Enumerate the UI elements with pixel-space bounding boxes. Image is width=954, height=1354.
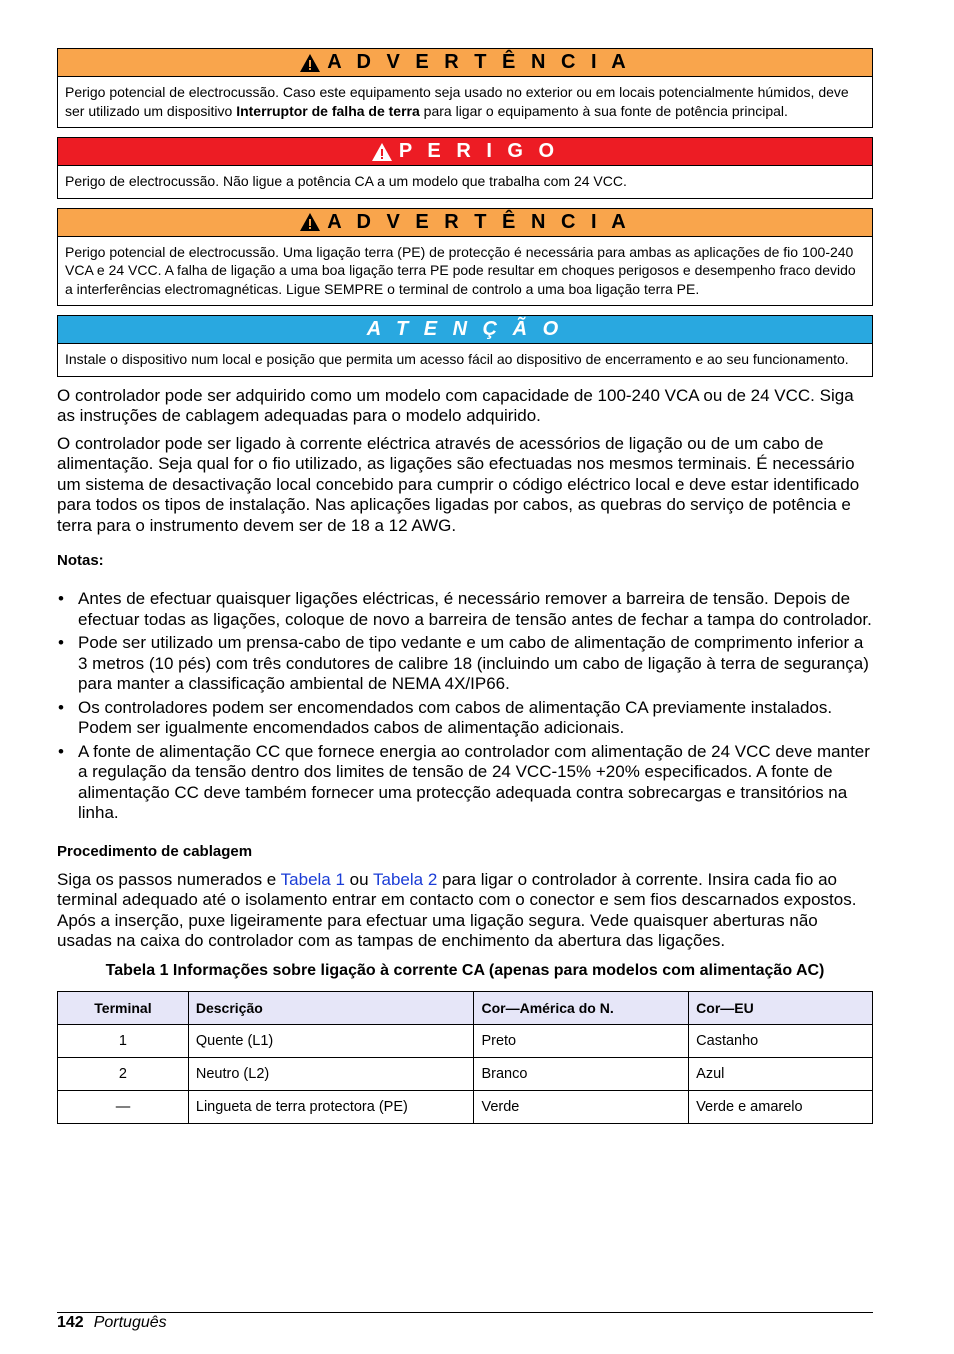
page-footer	[57, 1313, 167, 1333]
warning-triangle-icon	[371, 142, 393, 162]
notice-danger	[57, 137, 873, 199]
table-cell: Preto	[474, 1024, 689, 1057]
procedure-text-3: para ligar o controlador à corrente. Insira cada fio ao terminal adequado até o isolamento entrar em contacto com o conector e sem fios descarnados expostos. Após a inserção, puxe ligeiramente para efectuar uma ligação segura. Vede quaisquer aberturas não usadas na caixa do controlador com as tampas de enchimento da abertura das ligações.	[57, 869, 857, 950]
table-header-row	[58, 991, 873, 1024]
notice-text: para ligar o equipamento à sua fonte de potência principal.	[419, 102, 788, 119]
notice-body	[58, 166, 872, 198]
notice-body	[58, 344, 872, 376]
procedure-text-1: Siga os passos numerados e	[57, 869, 281, 889]
table-row	[58, 1090, 873, 1123]
bullet-icon: •	[58, 589, 64, 608]
notes-list	[57, 589, 873, 824]
intro-paragraph-1: O controlador pode ser adquirido como um modelo com capacidade de 100-240 VCA ou de 24 VCC. Siga as instruções de cablagem adequadas para o modelo adquirido.	[57, 385, 854, 425]
ac-wiring-table	[57, 991, 873, 1124]
warning-triangle-icon	[299, 53, 321, 73]
notice-text: Instale o dispositivo num local e posição que permita um acesso fácil ao dispositivo de encerramento e ao seu funcionamento.	[65, 351, 849, 367]
notice-header	[58, 209, 872, 237]
notice-caution	[57, 315, 873, 377]
notice-warn	[57, 208, 873, 307]
table-caption: Tabela 1 Informações sobre ligação à corrente CA (apenas para modelos com alimentação AC)	[105, 961, 825, 979]
list-item	[57, 698, 873, 739]
intro-paragraph-2: O controlador pode ser ligado à corrente eléctrica através de acessórios de ligação ou de um cabo de alimentação. Seja qual for o fio utilizado, as ligações são efectuadas nos mesmos terminais. É necessário um sistema de desactivação local concebido para cumprir o código eléctrico local e deve estar identificado para todos os tipos de instalação. Nas aplicações ligadas por cabos, as quebras do serviço de potência e terra para o instrumento devem ser de 18 a 12 AWG.	[57, 433, 860, 535]
table-cell: Lingueta de terra protectora (PE)	[188, 1090, 474, 1123]
notice-text: Perigo potencial de electrocussão. Caso este equipamento seja usado no exterior ou em locais potencialmente húmidos, deve ser utilizado um dispositivo	[65, 84, 849, 119]
notice-body	[58, 237, 872, 306]
table-cell: Branco	[474, 1057, 689, 1090]
warning-triangle-icon	[299, 212, 321, 232]
list-item	[57, 589, 873, 630]
page-content	[57, 48, 873, 1124]
bullet-icon: •	[58, 741, 64, 761]
note-text: Antes de efectuar quaisquer ligações eléctricas, é necessário remover a barreira de tensão. Depois de efectuar todas as ligações, coloque de novo a barreira de tensão antes de fechar a tampa do controlador.	[78, 589, 872, 629]
table-cell: Verde	[474, 1090, 689, 1123]
notes-title: Notas:	[57, 552, 104, 569]
notice-header	[58, 49, 872, 77]
notice-header	[58, 316, 872, 344]
note-text: Os controladores podem ser encomendados com cabos de alimentação CA previamente instalados. Podem ser igualmente encomendados cabos de alimentação adicionais.	[78, 697, 833, 737]
notice-text: Perigo de electrocussão. Não ligue a potência CA a um modelo que trabalha com 24 VCC.	[65, 173, 627, 189]
table-cell: Quente (L1)	[188, 1024, 474, 1057]
footer-divider	[57, 1312, 873, 1313]
notice-header	[58, 138, 872, 166]
table-cell: Azul	[689, 1057, 873, 1090]
procedure-text-2: ou	[344, 869, 373, 889]
notice-title: A D V E R T Ê N C I A	[327, 51, 631, 73]
footer-language: Português	[93, 1314, 167, 1331]
note-text: Pode ser utilizado um prensa-cabo de tipo vedante e um cabo de alimentação de comprimento inferior a 3 metros (10 pés) com três condutores de calibre 18 (incluindo um cabo de ligação à terra de segurança) para manter a classificação ambiental de NEMA 4X/IP66.	[78, 633, 869, 693]
table-2-link[interactable]: Tabela 2	[373, 869, 438, 889]
column-header: Descrição	[188, 991, 474, 1024]
column-header: Cor—América do N.	[474, 991, 689, 1024]
table-row	[58, 1057, 873, 1090]
table-cell: Neutro (L2)	[188, 1057, 474, 1090]
notice-text: Interruptor de falha de terra	[236, 102, 420, 119]
bullet-icon: •	[58, 697, 64, 717]
section-title: Procedimento de cablagem	[57, 842, 253, 860]
procedure-paragraph	[57, 870, 873, 952]
page-number: 142	[57, 1314, 84, 1331]
column-header: Terminal	[58, 991, 189, 1024]
table-cell: 1	[58, 1024, 189, 1057]
table-cell: 2	[58, 1057, 189, 1090]
table-1-link[interactable]: Tabela 1	[280, 869, 345, 889]
list-item	[57, 742, 873, 824]
table-cell: Verde e amarelo	[689, 1090, 873, 1123]
table-row	[58, 1024, 873, 1057]
bullet-icon: •	[58, 633, 64, 652]
notice-title: A D V E R T Ê N C I A	[327, 210, 631, 233]
column-header: Cor—EU	[689, 991, 873, 1024]
notice-text: Perigo potencial de electrocussão. Uma ligação terra (PE) de protecção é necessária para ambas as aplicações de fio 100-240 VCA e 24 VCC. A falha de ligação a uma boa ligação terra PE pode resultar em choques perigosos e desempenho fraco devido a interferências electromagnéticas. Ligue SEMPRE o terminal de controlo a uma boa ligação terra PE.	[65, 243, 856, 297]
table-cell: —	[58, 1090, 189, 1123]
note-text: A fonte de alimentação CC que fornece energia ao controlador com alimentação de 24 VCC deve manter a regulação da tensão dentro dos limites de tensão de 24 VCC-15% +20% especificados. A fonte de alimentação CC deve também fornecer uma protecção adequada contra sobrecargas e transitórios na linha.	[78, 741, 870, 822]
notice-warn	[57, 48, 873, 128]
safety-notices	[57, 48, 873, 377]
notice-title: P E R I G O	[398, 140, 560, 162]
table-cell: Castanho	[689, 1024, 873, 1057]
list-item	[57, 633, 873, 695]
notice-title: A T E N Ç Ã O	[366, 318, 564, 340]
notice-body	[58, 77, 872, 127]
